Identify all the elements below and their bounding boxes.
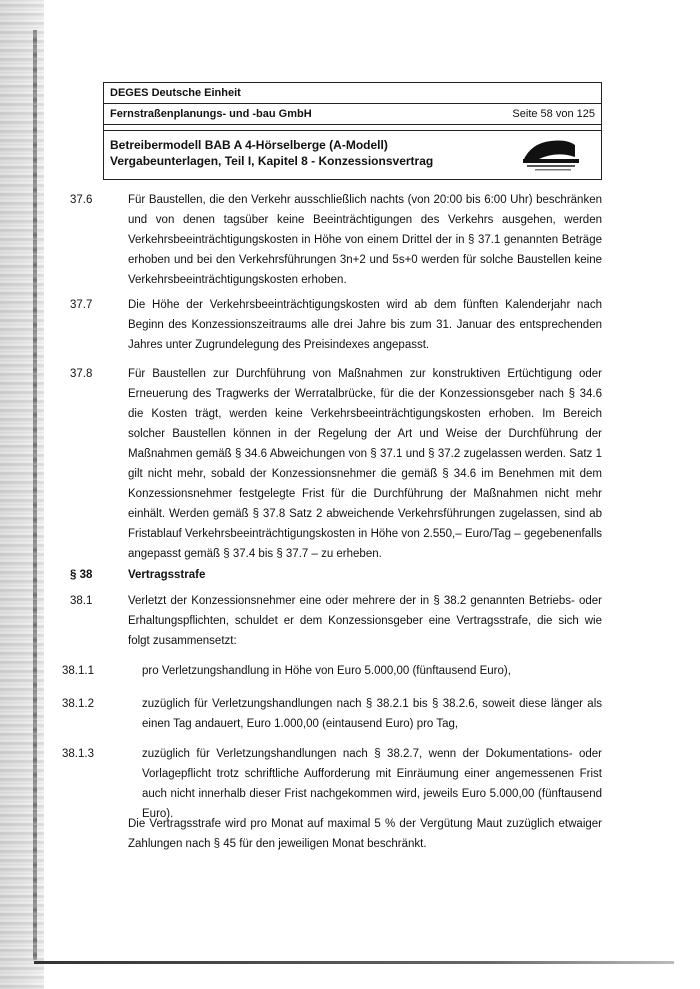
page-bottom-edge [34,961,674,964]
subitem-number: 38.1.2 [62,698,94,710]
deges-logo [517,135,589,173]
subitem-number: 38.1.3 [62,748,94,760]
paragraph-number: 37.8 [70,368,93,380]
document-subtitle: Vergabeunterlagen, Teil I, Kapitel 8 - Konzessionsvertrag [110,154,434,168]
subitem-number: 38.1.1 [62,665,94,677]
document-header [103,82,602,180]
header-org-row-2 [104,104,601,125]
header-org-row [104,83,601,104]
page-number: Seite 58 von 125 [512,108,595,120]
paragraph-number: 38.1 [70,595,93,607]
section-title: Vertragsstrafe [128,569,206,581]
subitem-text: zuzüglich für Verletzungshandlungen nach § 38.2.7, wenn der Dokumentations- oder Vorlagepflicht trotz schriftliche Aufforderung mit Einräumung einer angemessenen Frist auch nicht innerhalb dieser Frist nachgekommen wird, jeweils Euro 5.000,00 (fünftausend Euro). [142,748,602,820]
section-number: § 38 [70,569,93,581]
binding-spine [33,30,37,960]
header-title-block [104,131,601,179]
document-title: Betreibermodell BAB A 4-Hörselberge (A-Modell) [110,138,388,152]
subitem-text: zuzüglich für Verletzungshandlungen nach § 38.2.1 bis § 38.2.6, soweit diese länger als einen Tag andauert, Euro 1.000,00 (eintausend Euro) pro Tag, [142,698,602,730]
subitem-text: pro Verletzungshandlung in Höhe von Euro 5.000,00 (fünftausend Euro), [142,665,511,677]
paragraph-number: 37.6 [70,194,93,206]
org-name: DEGES Deutsche Einheit [110,87,241,99]
paragraph-text: Die Höhe der Verkehrsbeeinträchtigungskosten wird ab dem fünften Kalenderjahr nach Beginn des Konzessionszeitraums alle drei Jahre bis zum 31. Januar des entsprechenden Jahres unter Zugrundelegung des Preisindexes angepasst. [128,299,602,351]
org-subname: Fernstraßenplanungs- und -bau GmbH [110,108,312,120]
closing-paragraph: Die Vertragsstrafe wird pro Monat auf maximal 5 % der Vergütung Maut zuzüglich etwaiger Zahlungen nach § 45 für den jeweiligen Monat beschränkt. [128,818,602,850]
scan-edge [0,0,44,989]
paragraph-text: Für Baustellen, die den Verkehr ausschließlich nachts (von 20:00 bis 6:00 Uhr) beschränken und von denen tagsüber keine Beeinträchtigungen des Verkehrs ausgehen, werden Verkehrsbeeinträchtigungskosten in Höhe von einem Drittel der in § 37.1 genannten Beträge erhoben und bei den Verkehrsführungen 3n+2 und 5s+0 werden für solche Baustellen keine Verkehrsbeeinträchtigungskosten erhoben. [128,194,602,286]
paragraph-text: Verletzt der Konzessionsnehmer eine oder mehrere der in § 38.2 genannten Betriebs- oder Erhaltungspflichten, schuldet er dem Konzessionsgeber eine Vertragsstrafe, die sich wie folgt zusammensetzt: [128,595,602,647]
paragraph-number: 37.7 [70,299,93,311]
paragraph-text: Für Baustellen zur Durchführung von Maßnahmen zur konstruktiven Ertüchtigung oder Erneuerung des Tragwerks der Werratalbrücke, für die der Konzessionsgeber nach § 34.6 die Kosten trägt, werden keine Verkehrsbeeinträchtigungskosten erhoben. Im Bereich solcher Baustellen können in der Regelung der Art und Weise der Durchführung der Maßnahmen gemäß § 34.6 Abweichungen von § 37.1 und § 37.2 zugelassen werden. Satz 1 gilt nicht mehr, sobald der Konzessionsnehmer die gemäß § 34.6 im Benehmen mit dem Konzessionsnehmer festgelegte Frist für die Durchführung der Maßnahmen nicht mehr einhält. Werden gemäß § 37.8 Satz 2 abweichende Verkehrsführungen zugelassen, sind ab Fristablauf Verkehrsbeeinträchtigungskosten in Höhe von 2.550,– Euro/Tag – gegebenenfalls angepasst gemäß § 37.4 bis § 37.7 – zu erheben. [128,368,602,560]
